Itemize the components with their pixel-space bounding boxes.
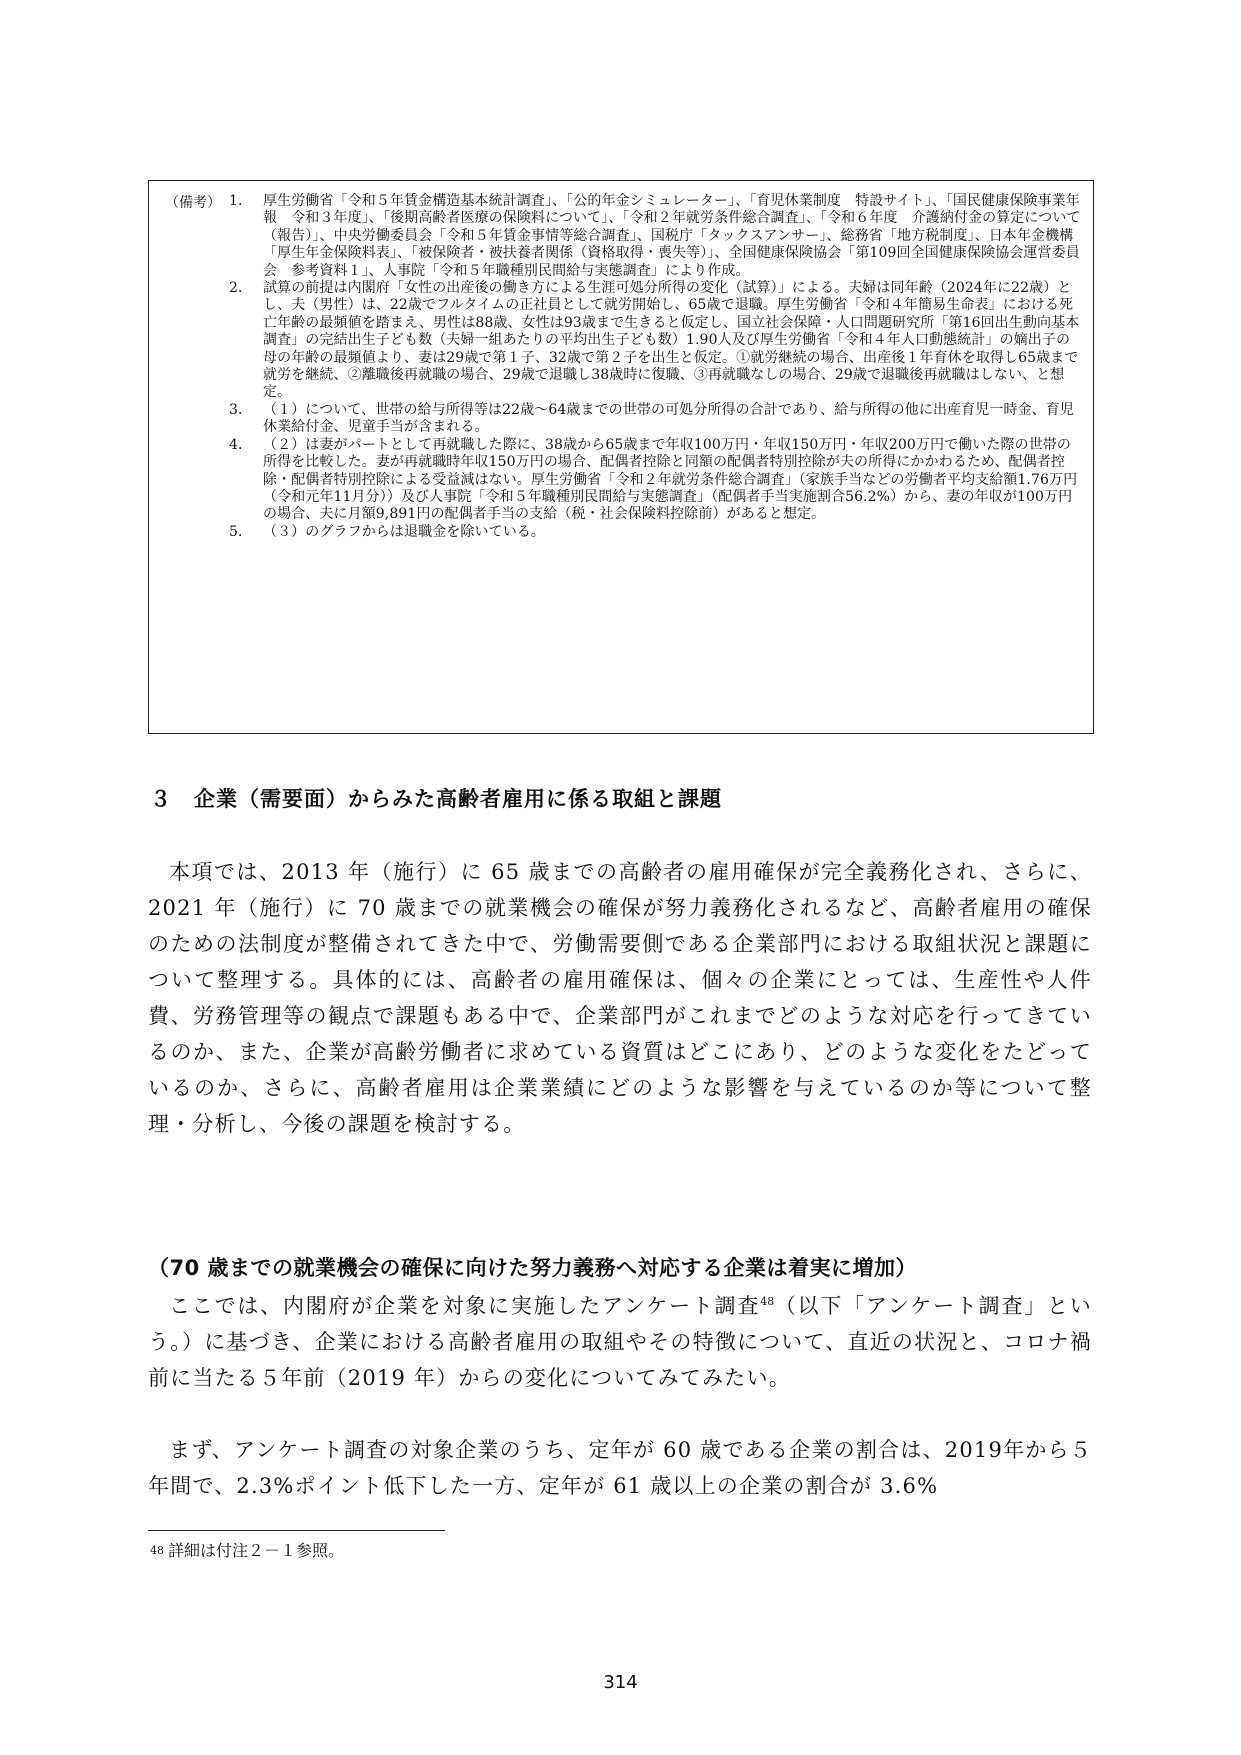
note-number: 3．	[229, 401, 253, 418]
paragraph-text: ここでは、内閣府が企業を対象に実施したアンケート調査	[169, 1294, 761, 1318]
paragraph-text: （以下「アンケート調査」という。）に基づき、企業における高齢者雇用の取組やその特徴について、直近の状況と、コロナ禍前に当たる５年前（2019 年）からの変化についてみてみたい。	[148, 1294, 1093, 1390]
subsection-heading: （70 歳までの就業機会の確保に向けた努力義務へ対応する企業は着実に増加）	[148, 1256, 918, 1280]
body-paragraph-1: 本項では、2013 年（施行）に 65 歳までの高齢者の雇用確保が完全義務化され、さらに、2021 年（施行）に 70 歳までの就業機会の確保が努力義務化されるなど、高齢者雇用の確保のための法制度が整備されてきた中で、労働需要側である企業部門における取組状況と課題について整理する。具体的には、高齢者の雇用確保は、個々の企業にとっては、生産性や人件費、労務管理等の観点で課題もある中で、企業部門がこれまでどのような対応を行ってきているのか、また、企業が高齢労働者に求めている資質はどこにあり、どのような変化をたどっているのか、さらに、高齢者雇用は企業業績にどのような影響を与えているのか等について整理・分析し、今後の課題を検討する。	[148, 860, 1092, 1136]
note-item-3	[229, 402, 1081, 437]
note-number: 5．	[229, 523, 253, 540]
note-item-2	[229, 280, 1081, 402]
notes-box	[148, 180, 1094, 734]
footnote-text: 詳細は付注２－１参照。	[168, 1541, 345, 1560]
body-paragraph-3: まず、アンケート調査の対象企業のうち、定年が 60 歳である企業の割合は、2019年から５年間で、2.3%ポイント低下した一方、定年が 61 歳以上の企業の割合が 3.6%	[148, 1438, 1092, 1498]
notes-list	[229, 193, 1081, 541]
footnote-reference: 48	[760, 1295, 775, 1308]
note-text: （２）は妻がパートとして再就職した際に、38歳から65歳まで年収100万円・年収150万円・年収200万円で働いた際の世帯の所得を比較した。妻が再就職時年収150万円の場合、配偶者控除と同額の配偶者特別控除が夫の所得にかかわるため、配偶者控除・配偶者特別控除による受益減はない。厚生労働省「令和２年就労条件総合調査」（家族手当などの労働者平均支給額1.76万円（令和元年11月分））及び人事院「令和５年職種別民間給与実態調査」（配偶者手当実施割合56.2%）から、妻の年収が100万円の場合、夫に月額9,891円の配偶者手当の支給（税・社会保険料控除前）があると想定。	[263, 436, 1078, 523]
note-item-5	[229, 524, 1081, 541]
note-text: 試算の前提は内閣府「女性の出産後の働き方による生涯可処分所得の変化（試算）」による。夫婦は同年齢（2024年に22歳）とし、夫（男性）は、22歳でフルタイムの正社員として就労開始し、65歳で退職。厚生労働省「令和４年簡易生命表」における死亡年齢の最頻値を踏まえ、男性は88歳、女性は93歳まで生きると仮定し、国立社会保障・人口問題研究所「第16回出生動向基本調査」の完結出生子ども数（夫婦一組あたりの平均出生子ども数）1.90人及び厚生労働省「令和４年人口動態統計」の嫡出子の母の年齢の最頻値より、妻は29歳で第１子、32歳で第２子を出生と仮定。①就労継続の場合、出産後１年育休を取得し65歳まで就労を継続、②離職後再就職の場合、29歳で退職し38歳時に復職、③再就職なしの場合、29歳で退職後再就職はしない、と想定。	[263, 280, 1080, 401]
note-item-4	[229, 437, 1081, 524]
notes-label: （備考）	[165, 195, 221, 211]
footnote-number: 48	[150, 1544, 164, 1557]
note-number: 4．	[229, 436, 253, 453]
note-text: 厚生労働省「令和５年賃金構造基本統計調査」、「公的年金シミュレーター」、「育児休業制度 特設サイト」、「国民健康保険事業年報 令和３年度」、「後期高齢者医療の保険料について」、「令和２年就労条件総合調査」、「令和６年度 介護納付金の算定について（報告）」、中央労働委員会「令和５年賃金事情等総合調査」、国税庁「タックスアンサー」、総務省「地方税制度」、日本年金機構「厚生年金保険料表」、「被保険者・被扶養者関係（資格取得・喪失等）」、全国健康保険協会「第109回全国健康保険協会運営委員会 参考資料１」、人事院「令和５年職種別民間給与実態調査」により作成。	[263, 193, 1081, 279]
note-number: 1．	[229, 193, 253, 209]
note-text: （３）のグラフからは退職金を除いている。	[263, 523, 545, 540]
note-item-1	[229, 193, 1081, 280]
note-text: （１）について、世帯の給与所得等は22歳～64歳までの世帯の可処分所得の合計であり、給与所得の他に出産育児一時金、育児休業給付金、児童手当が含まれる。	[263, 401, 1074, 436]
body-paragraph-2	[148, 1288, 1092, 1396]
footnote-divider	[148, 1530, 445, 1531]
footnote	[150, 1540, 344, 1562]
section-heading: ３ 企業（需要面）からみた高齢者雇用に係る取組と課題	[150, 787, 722, 811]
note-number: 2．	[229, 280, 253, 297]
page-number: 314	[603, 1672, 638, 1693]
